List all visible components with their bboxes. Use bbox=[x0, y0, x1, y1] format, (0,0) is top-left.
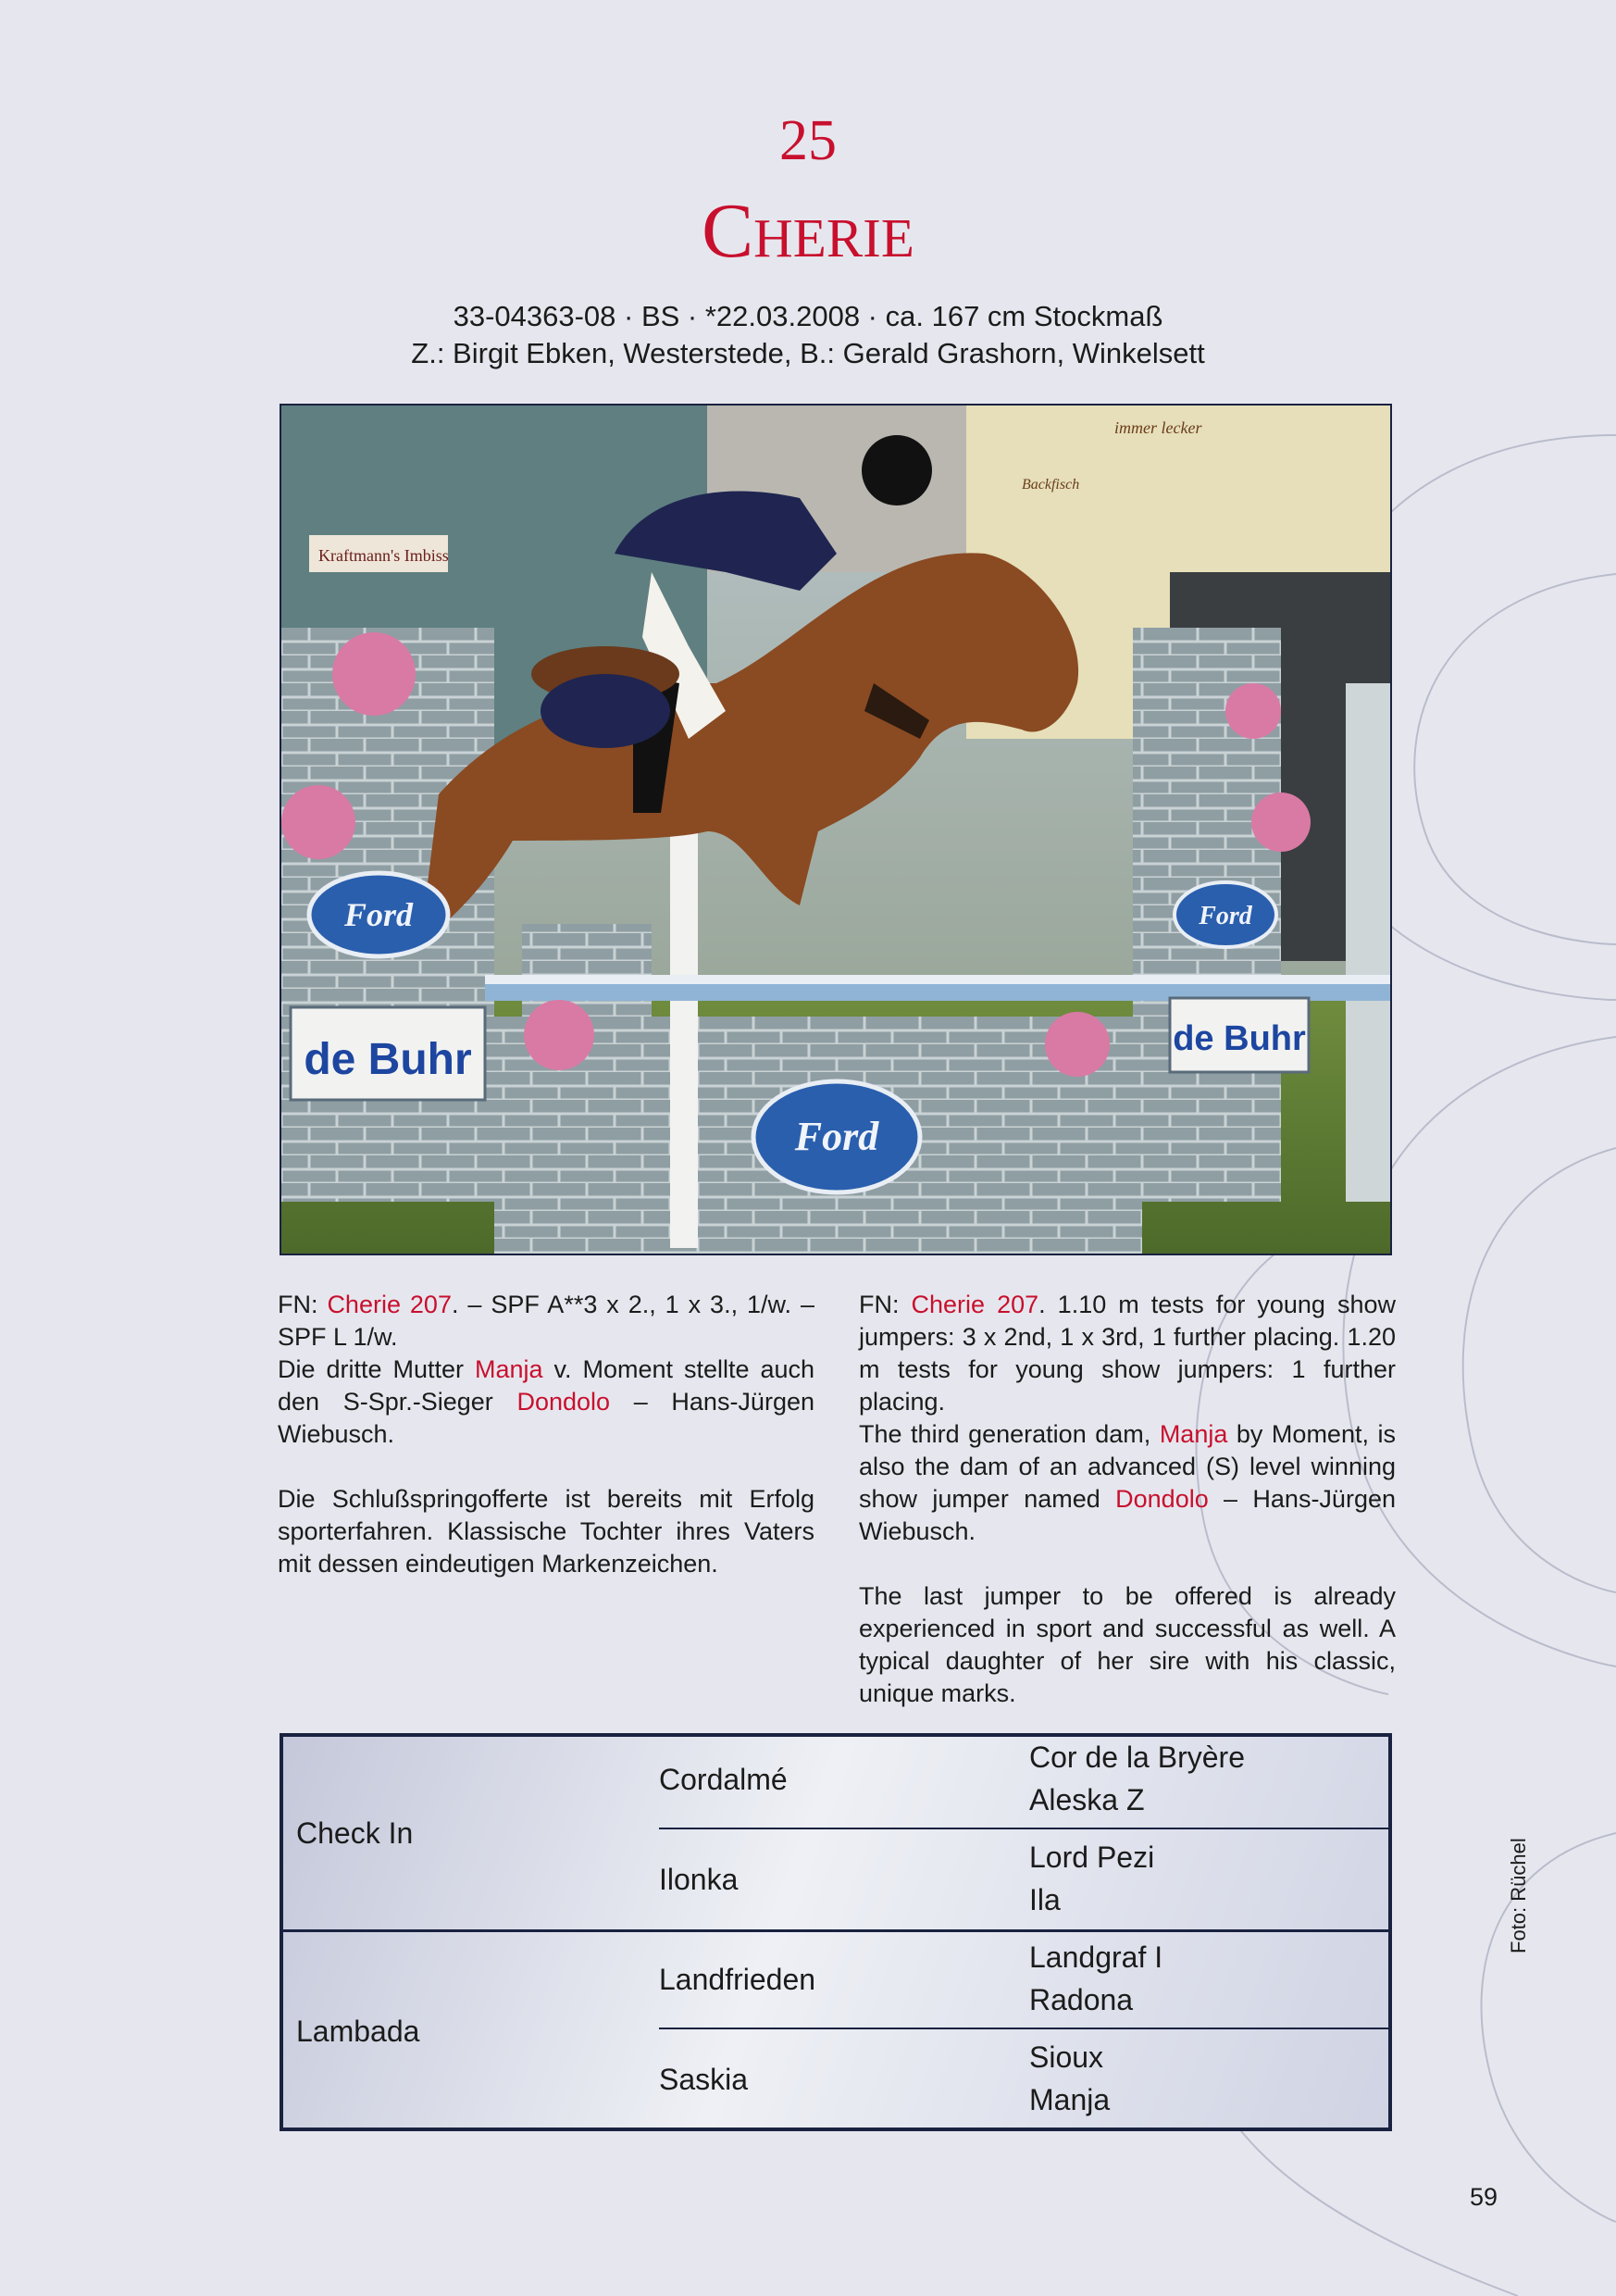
pedigree-g3-5: Landgraf I bbox=[1029, 1940, 1163, 1974]
pedigree-g3-2: Aleska Z bbox=[1029, 1783, 1145, 1816]
pedigree-g3-1: Cor de la Bryère bbox=[1029, 1741, 1245, 1774]
pedigree-g3-4: Ila bbox=[1029, 1883, 1061, 1916]
pedigree-dam: Lambada bbox=[296, 2015, 420, 2048]
german-results-paragraph: FN: Cherie 207. – SPF A**3 x 2., 1 x 3., 1/w. – SPF L 1/w. bbox=[278, 1291, 814, 1351]
english-results-paragraph: FN: Cherie 207. 1.10 m tests for young show jumpers: 3 x 2nd, 1 x 3rd, 1 further placing. 1.20 m tests for young show jumpers: 1 further placing. bbox=[859, 1291, 1396, 1416]
ford-logo-center: Ford bbox=[794, 1114, 879, 1159]
ford-logo-left: Ford bbox=[343, 896, 414, 933]
description-german bbox=[278, 1289, 814, 1580]
pedigree-sire-sire: Cordalmé bbox=[659, 1763, 788, 1796]
dam-name-highlight: Manja bbox=[1159, 1420, 1228, 1448]
winner-name-highlight: Dondolo bbox=[1115, 1485, 1209, 1513]
pedigree-table bbox=[280, 1733, 1392, 2131]
pedigree-g3-7: Sioux bbox=[1029, 2040, 1104, 2074]
lot-number: 25 bbox=[779, 109, 837, 172]
horse-jumping-photo bbox=[280, 404, 1392, 1255]
german-dam-paragraph: Die dritte Mutter Manja v. Moment stellte auch den S-Spr.-Sieger Dondolo – Hans-Jürgen Wiebusch. bbox=[278, 1355, 814, 1448]
pedigree-dam-dam: Saskia bbox=[659, 2063, 749, 2096]
winner-name-highlight: Dondolo bbox=[516, 1388, 611, 1416]
pedigree-divider-main bbox=[283, 1929, 1388, 1932]
horse-name: Cherie bbox=[702, 188, 914, 274]
description-english bbox=[859, 1289, 1396, 1710]
photo-credit: Foto: Rüchel bbox=[1507, 1838, 1530, 1953]
pedigree-g3-8: Manja bbox=[1029, 2083, 1111, 2116]
registration-line: 33-04363-08 · BS · *22.03.2008 · ca. 167 cm Stockmaß bbox=[453, 300, 1163, 332]
english-dam-paragraph: The third generation dam, Manja by Moment, is also the dam of an advanced (S) level winning show jumper named Dondolo – Hans-Jürgen Wiebusch. bbox=[859, 1420, 1396, 1545]
pedigree-divider-upper bbox=[659, 1828, 1388, 1829]
fn-name-link: Cherie 207 bbox=[327, 1291, 452, 1318]
ecke-sign: immer lecker bbox=[1114, 418, 1202, 437]
pedigree-g3-6: Radona bbox=[1029, 1983, 1134, 2016]
page-number: 59 bbox=[1470, 2183, 1498, 2211]
pedigree-g3-3: Lord Pezi bbox=[1029, 1841, 1155, 1874]
pedigree-sire: Check In bbox=[296, 1816, 414, 1850]
breeder-owner-line: Z.: Birgit Ebken, Westerstede, B.: Gerald Grashorn, Winkelsett bbox=[411, 337, 1205, 369]
sponsor-sign-right: de Buhr bbox=[1173, 1019, 1306, 1058]
banner-text: Kraftmann's Imbiss bbox=[318, 546, 449, 565]
ford-logo-right: Ford bbox=[1199, 902, 1252, 930]
fn-name-link: Cherie 207 bbox=[911, 1291, 1039, 1318]
pedigree-dam-sire: Landfrieden bbox=[659, 1963, 816, 1996]
english-summary-paragraph: The last jumper to be offered is already experienced in sport and successful as well. A typical daughter of her sire with his classic, unique marks. bbox=[859, 1582, 1396, 1707]
pedigree-sire-dam: Ilonka bbox=[659, 1863, 739, 1896]
dam-name-highlight: Manja bbox=[474, 1355, 543, 1383]
pedigree-divider-lower bbox=[659, 2028, 1388, 2029]
sponsor-sign-left: de Buhr bbox=[304, 1035, 472, 1084]
bakery-sign: Backfisch bbox=[1022, 477, 1080, 493]
german-summary-paragraph: Die Schlußspringofferte ist bereits mit Erfolg sporterfahren. Klassische Tochter ihres Vaters mit dessen eindeutigen Markenzeichen. bbox=[278, 1485, 814, 1578]
